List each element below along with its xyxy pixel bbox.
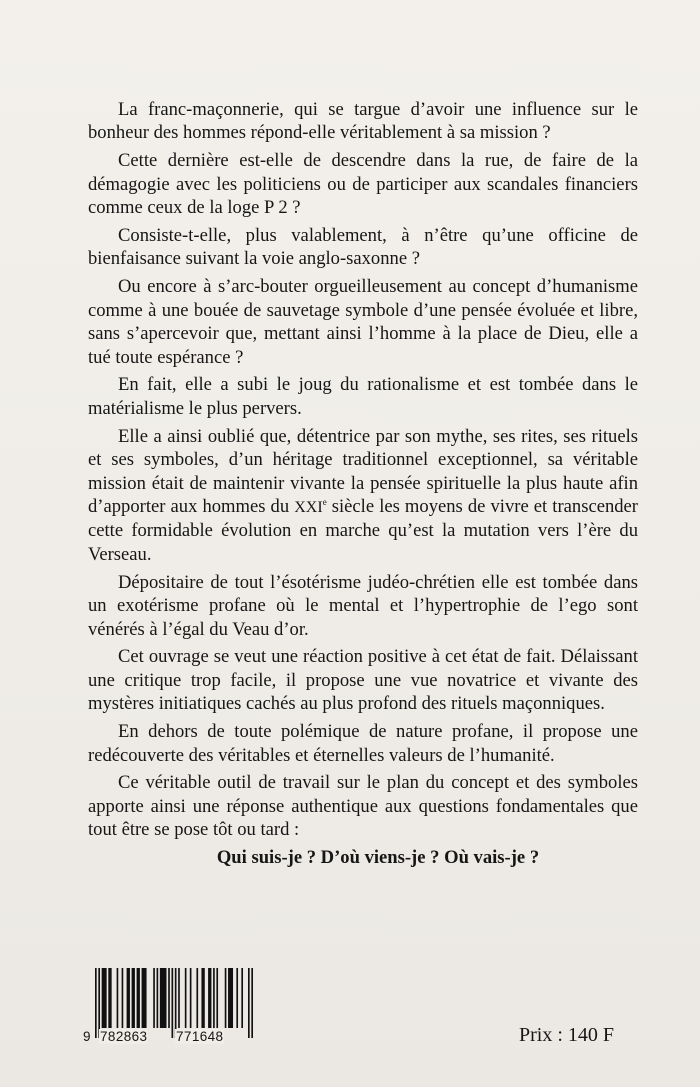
barcode-bar-29 xyxy=(251,968,253,1038)
paragraph-7: Dépositaire de tout l’ésotérisme judéo-chrétien elle est tombée dans un exotérisme profane où le mental et l’hypertrophie de l’ego sont vénérés à l’égal du Veau d’or. xyxy=(88,571,638,640)
barcode-bar-25 xyxy=(228,968,233,1028)
barcode-first-digit: 9 xyxy=(83,1029,91,1044)
paragraph-8: Cet ouvrage se veut une réaction positive à cet état de fait. Délaissant une critique trop facile, il propose une vue novatrice et vivante des mystères initiatiques cachés au plus profond des rituels maçonniques. xyxy=(88,646,638,715)
isbn-barcode xyxy=(83,968,255,1058)
barcode-bar-23 xyxy=(216,968,218,1028)
barcode-bar-1 xyxy=(98,968,100,1038)
paragraph-9: En dehors de toute polémique de nature profane, il propose une redécouverte des véritables et éternelles valeurs de l’humanité. xyxy=(88,721,638,766)
paragraph-6-end: siècle les moyens de vivre et transcender cette formidable évolution en marche qu’est la mutation vers l’ère du Verseau. xyxy=(88,496,638,565)
barcode-bar-13 xyxy=(168,968,170,1028)
barcode-bar-15 xyxy=(175,968,177,1038)
barcode-bar-16 xyxy=(178,968,180,1028)
barcode-bar-22 xyxy=(213,968,215,1028)
barcode-bar-21 xyxy=(208,968,211,1028)
paragraph-5: En fait, elle a subi le joug du rationalisme et est tombée dans le matérialisme le plus pervers. xyxy=(88,374,638,419)
price-label: Prix : 140 F xyxy=(519,1024,615,1046)
barcode-bar-19 xyxy=(196,968,198,1028)
paragraph-4: Ou encore à s’arc-bouter orgueilleusement au concept d’humanisme comme à une bouée de sauvetage symbole d’une pensée évoluée et libre, sans s’apercevoir que, mettant ainsi l’homme à la place de Dieu, elle a tué toute espérance ? xyxy=(88,276,638,368)
barcode-bar-9 xyxy=(142,968,147,1028)
paragraph-2: Cette dernière est-elle de descendre dans la rue, de faire de la démagogie avec les politiciens ou de participer aux scandales financiers comme ceux de la loge P 2 ? xyxy=(88,150,638,219)
blurb-text xyxy=(88,98,638,870)
barcode-bar-10 xyxy=(153,968,155,1028)
barcode-bar-2 xyxy=(102,968,107,1028)
barcode-digit-group-1: 782863 xyxy=(100,1029,148,1044)
barcode-bar-8 xyxy=(137,968,140,1028)
barcode-bar-4 xyxy=(117,968,119,1028)
barcode-digit-group-2: 771648 xyxy=(176,1029,224,1044)
closing-question: Qui suis-je ? D’où viens-je ? Où vais-je ? xyxy=(216,847,540,869)
paragraph-3: Consiste-t-elle, plus valablement, à n’être qu’une officine de bienfaisance suivant la voie anglo-saxonne ? xyxy=(88,225,638,270)
barcode-bar-17 xyxy=(185,968,187,1028)
paragraph-1: La franc-maçonnerie, qui se targue d’avoir une influence sur le bonheur des hommes répond-elle véritablement à sa mission ? xyxy=(88,99,638,144)
paragraph-10: Ce véritable outil de travail sur le plan du concept et des symboles apporte ainsi une réponse authentique aux questions fondamentales que tout être se pose tôt ou tard : xyxy=(88,772,638,841)
barcode-bar-11 xyxy=(157,968,159,1028)
barcode-bar-12 xyxy=(160,968,167,1028)
barcode-bar-26 xyxy=(236,968,238,1028)
century-superscript: e xyxy=(322,496,327,507)
barcode-bar-14 xyxy=(172,968,174,1038)
paragraph-6 xyxy=(88,425,638,566)
barcode-bar-7 xyxy=(132,968,135,1028)
barcode-bar-20 xyxy=(201,968,204,1028)
barcode-bar-24 xyxy=(225,968,227,1028)
barcode-bar-6 xyxy=(127,968,130,1028)
barcode-bar-3 xyxy=(108,968,111,1028)
barcode-bar-28 xyxy=(248,968,250,1038)
paragraph-6-start: Elle a ainsi oublié que, détentrice par son mythe, ses rites, ses rituels et ses symboles, d’un héritage traditionnel exceptionnel, sa véritable mission était de maintenir vivante la pensée spirituelle la plus haute afin d’apporter aux hommes du xyxy=(88,425,638,517)
barcode-bar-0 xyxy=(95,968,97,1038)
barcode-bar-27 xyxy=(241,968,243,1028)
barcode-bar-18 xyxy=(190,968,192,1028)
barcode-bar-5 xyxy=(122,968,124,1028)
century-numeral: XXI xyxy=(294,499,323,516)
